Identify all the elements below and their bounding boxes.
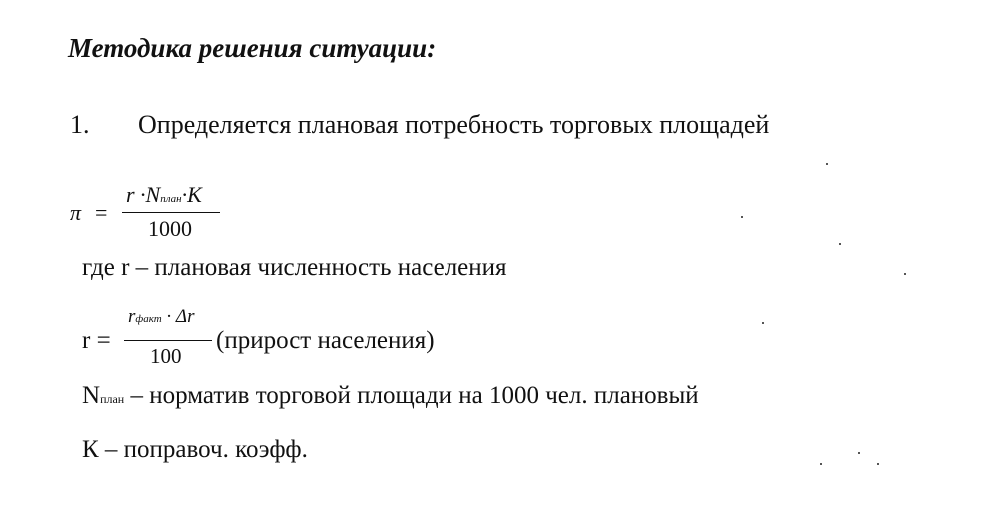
formula-1-lhs: π (70, 200, 82, 225)
formula-1-fraction-bar (122, 212, 220, 213)
formula-1-equals: = (95, 200, 108, 225)
formula-2-lhs: r = (82, 327, 111, 354)
formula-2-denominator: 100 (150, 344, 182, 368)
step-text: Определяется плановая потребность торговых площадей (138, 110, 770, 139)
where-line: где r – плановая численность населения (82, 254, 507, 281)
scan-speck (762, 322, 764, 324)
formula-2-fraction-bar (124, 340, 212, 341)
formula-2-note: (прирост населения) (216, 327, 435, 354)
formula-1-denominator: 1000 (148, 216, 192, 241)
scan-speck (839, 243, 841, 245)
formula-1-numerator: r ·Nплан·K (126, 182, 202, 207)
section-heading: Методика решения ситуации: (68, 33, 437, 63)
scan-speck (826, 163, 828, 165)
k-line: К – поправоч. коэфф. (82, 436, 308, 463)
formula-2-numerator: rфакт · Δr (128, 306, 195, 327)
scan-speck (877, 463, 879, 465)
step-number: 1. (70, 110, 90, 139)
scan-speck (820, 463, 822, 465)
scan-speck (858, 452, 860, 454)
norm-line: Nплан – норматив торговой площади на 1000 чел. плановый (82, 382, 699, 409)
scan-speck (741, 216, 743, 218)
scan-speck (904, 273, 906, 275)
